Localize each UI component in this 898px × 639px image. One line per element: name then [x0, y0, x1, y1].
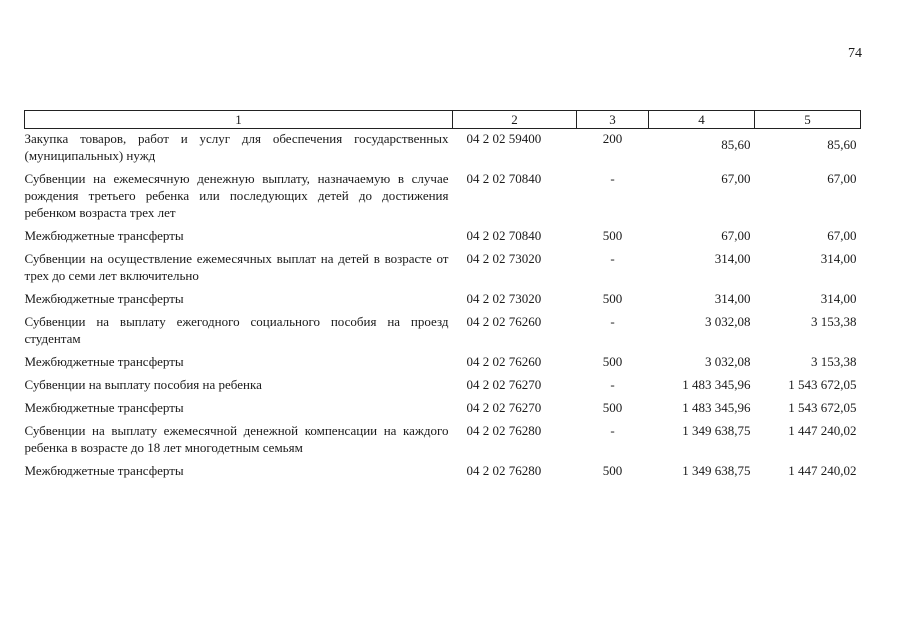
row-code: 04 2 02 76280 [466, 463, 542, 478]
row-col4: 1 349 638,75 [682, 423, 751, 438]
table-row [25, 290, 861, 313]
row-col5: 314,00 [820, 291, 857, 306]
row-col5: 1 447 240,02 [788, 423, 857, 438]
row-col4: 314,00 [714, 251, 751, 266]
table-row [25, 129, 861, 171]
row-code: 04 2 02 76260 [466, 314, 542, 329]
row-code: 04 2 02 76270 [466, 377, 542, 392]
header-col-3: 3 [577, 111, 649, 129]
table-row [25, 170, 861, 227]
table-row [25, 399, 861, 422]
row-code: 04 2 02 76280 [466, 423, 542, 438]
row-name: Межбюджетные трансферты [24, 291, 184, 306]
row-col5: 314,00 [820, 251, 857, 266]
table-row [25, 227, 861, 250]
row-code: 04 2 02 70840 [466, 171, 542, 186]
row-name: Межбюджетные трансферты [24, 400, 184, 415]
row-col5: 3 153,38 [811, 354, 857, 369]
row-type: - [610, 423, 615, 438]
row-col5: 67,00 [827, 228, 857, 243]
row-type: - [610, 251, 615, 266]
row-name: Закупка товаров, работ и услуг для обеспечения государственных (муниципальных) нужд [24, 131, 449, 163]
row-col5: 3 153,38 [811, 314, 857, 329]
row-type: 500 [602, 463, 623, 478]
row-col4: 3 032,08 [705, 314, 751, 329]
row-col5: 1 447 240,02 [788, 463, 857, 478]
row-type: - [610, 171, 615, 186]
table-row [25, 313, 861, 353]
row-code: 04 2 02 59400 [466, 131, 542, 146]
row-name: Субвенции на ежемесячную денежную выплату, назначаемую в случае рождения третьего ребенка или последующих детей до достижения ребенком возраста трех лет [24, 171, 449, 220]
budget-table [24, 110, 861, 485]
row-type: 500 [602, 291, 623, 306]
row-col4: 85,60 [721, 137, 751, 152]
header-col-4: 4 [649, 111, 755, 129]
row-type: 500 [602, 400, 623, 415]
row-type: 200 [602, 131, 623, 146]
row-code: 04 2 02 76260 [466, 354, 542, 369]
row-code: 04 2 02 73020 [466, 251, 542, 266]
row-col5: 85,60 [827, 137, 857, 152]
row-col4: 314,00 [714, 291, 751, 306]
table-row [25, 353, 861, 376]
row-name: Субвенции на выплату ежемесячной денежной компенсации на каждого ребенка в возрасте до 18 лет многодетным семьям [24, 423, 449, 455]
row-col5: 67,00 [827, 171, 857, 186]
header-col-5: 5 [755, 111, 861, 129]
header-col-2: 2 [453, 111, 577, 129]
table-row [25, 462, 861, 485]
row-name: Субвенции на выплату ежегодного социального пособия на проезд студентам [24, 314, 449, 346]
row-name: Межбюджетные трансферты [24, 228, 184, 243]
row-type: 500 [602, 228, 623, 243]
row-type: - [610, 314, 615, 329]
row-col4: 1 483 345,96 [682, 400, 751, 415]
row-code: 04 2 02 76270 [466, 400, 542, 415]
table-row [25, 422, 861, 462]
row-name: Субвенции на выплату пособия на ребенка [24, 377, 262, 392]
header-col-1: 1 [25, 111, 453, 129]
row-col4: 67,00 [721, 171, 751, 186]
table-row [25, 376, 861, 399]
row-type: - [610, 377, 615, 392]
row-col4: 1 483 345,96 [682, 377, 751, 392]
row-name: Субвенции на осуществление ежемесячных выплат на детей в возрасте от трех до семи лет включительно [24, 251, 449, 283]
row-col5: 1 543 672,05 [788, 400, 857, 415]
row-name: Межбюджетные трансферты [24, 463, 184, 478]
table-body [25, 129, 861, 486]
row-code: 04 2 02 73020 [466, 291, 542, 306]
row-col4: 67,00 [721, 228, 751, 243]
page-number: 74 [848, 46, 862, 61]
row-type: 500 [602, 354, 623, 369]
table-row [25, 250, 861, 290]
row-code: 04 2 02 70840 [466, 228, 542, 243]
row-name: Межбюджетные трансферты [24, 354, 184, 369]
row-col4: 1 349 638,75 [682, 463, 751, 478]
table-header [25, 111, 861, 129]
row-col5: 1 543 672,05 [788, 377, 857, 392]
row-col4: 3 032,08 [705, 354, 751, 369]
